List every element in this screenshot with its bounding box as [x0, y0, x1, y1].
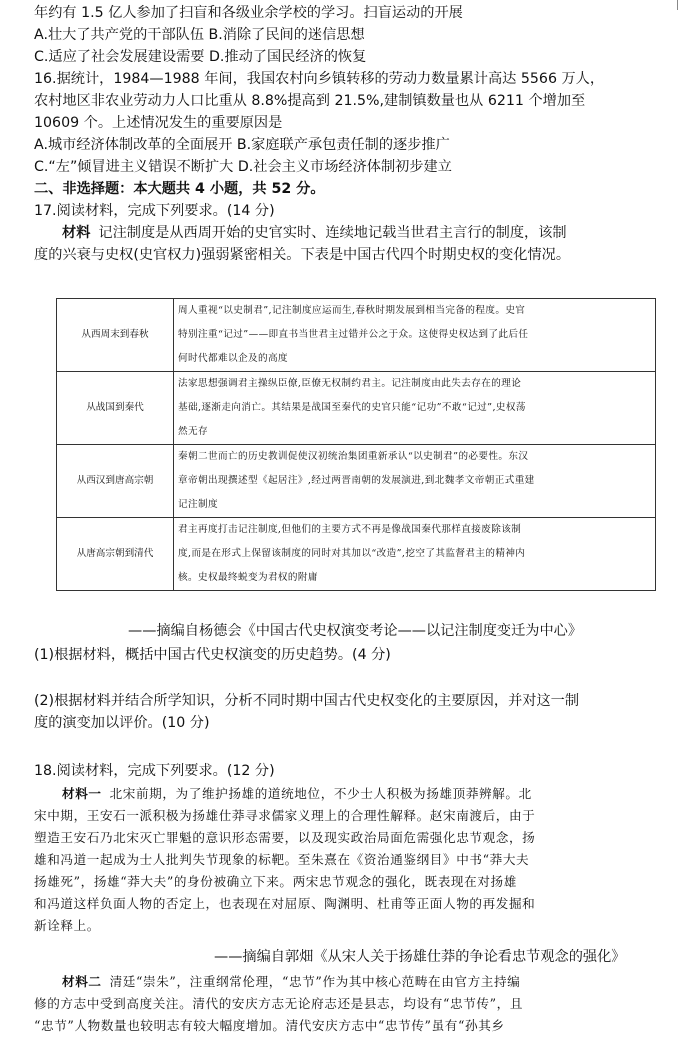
period-cell: 从西汉到唐高宗朝 — [57, 445, 174, 518]
source-citation: ——摘编自杨德会《中国古代史权演变考论——以记注制度变迁为中心》 — [128, 623, 583, 639]
description-line: 度,而是在形式上保留该制度的同时对其加以“改造”,挖空了其监督君主的精神内 — [178, 548, 526, 559]
material-two-line — [34, 971, 520, 993]
material-one-text: 北宋前期，为了维护扬雄的道统地位，不少士人积极为扬雄顶莽辨解。北 — [109, 786, 532, 801]
material-one-text: 宋中期，王安石一派积极为扬雄仕莽寻求儒家义理上的合理性解释。赵宋南渡后，由于 — [34, 808, 536, 823]
period-cell: 从西周末到春秋 — [57, 299, 174, 372]
question-17-prompt: 17.阅读材料，完成下列要求。(14 分) — [34, 203, 275, 219]
option-line: A.城市经济体制改革的全面展开 B.家庭联产承包责任制的逐步推广 — [34, 137, 450, 153]
table-row — [57, 299, 656, 372]
description-cell — [174, 372, 656, 445]
material-label: 材料 — [62, 225, 91, 241]
sub-question-2: 度的演变加以评价。(10 分) — [34, 715, 210, 731]
material-one-text: 塑造王安石乃北宋灭亡罪魁的意识形态需要，以及现实政治局面危需强化忠节观念，扬 — [34, 830, 536, 845]
description-line: 核。史权最终蜕变为君权的附庸 — [178, 572, 318, 583]
description-line: 特别注重“记过”——即直书当世君主过错并公之于众。这使得史权达到了此后任 — [178, 329, 529, 340]
table-row — [57, 372, 656, 445]
question-16-line: 10609 个。上述情况发生的重要原因是 — [34, 115, 283, 131]
description-line: 何时代都难以企及的高度 — [178, 353, 288, 364]
question-16-line: 16.据统计，1984—1988 年间，我国农村向乡镇转移的劳动力数量累计高达 5566 万人， — [34, 71, 605, 87]
table-row — [57, 445, 656, 518]
material-text: 度的兴衰与史权(史官权力)强弱紧密相关。下表是中国古代四个时期史权的变化情况。 — [34, 247, 571, 263]
material-text: 记注制度是从西周开始的史官实时、连续地记载当世君主言行的制度，该制 — [98, 225, 567, 241]
material-line — [34, 222, 567, 244]
material-two-text: 修的方志中受到高度关注。清代的安庆方志无论府志还是县志，均设有“忠节传”，且 — [34, 996, 524, 1011]
description-cell — [174, 518, 656, 591]
description-line: 然无存 — [178, 426, 208, 437]
period-cell: 从战国到秦代 — [57, 372, 174, 445]
sub-question-1: (1)根据材料，概括中国古代史权演变的历史趋势。(4 分) — [34, 647, 391, 663]
description-line: 秦朝二世而亡的历史教训促使汉初统治集团重新承认“以史制君”的必要性。东汉 — [178, 451, 529, 462]
option-line: C.适应了社会发展建设需要 D.推动了国民经济的恢复 — [34, 49, 367, 65]
material-one-text: 雄和冯道一起成为士人批判失节现象的标靶。至朱熹在《资治通鉴纲目》中书“莽大夫 — [34, 852, 530, 867]
period-cell: 从唐高宗朝到清代 — [57, 518, 174, 591]
description-cell — [174, 299, 656, 372]
description-cell — [174, 445, 656, 518]
material-one-text: 新诠释上。 — [34, 918, 100, 933]
material-two-text: 清廷“崇朱”，注重纲常伦理，“忠节”作为其中核心范畴在由官方主持编 — [109, 974, 521, 989]
source-citation: ——摘编自郭畑《从宋人关于扬雄仕莽的争论看忠节观念的强化》 — [214, 949, 626, 965]
table-row — [57, 518, 656, 591]
material-two-text: “忠节”人物数量也较明志有较大幅度增加。清代安庆方志中“忠节传”虽有“孙其乡 — [34, 1018, 505, 1033]
description-line: 君主再度打击记注制度,但他们的主要方式不再是像战国秦代那样直接废除该制 — [178, 524, 522, 535]
description-line: 基础,逐渐走向消亡。其结果是战国至秦代的史官只能“记功”不敢“记过”,史权荡 — [178, 402, 526, 413]
description-line: 章帝朝出现撰述型《起居注》,经过两晋南朝的发展演进,到北魏孝文帝朝正式重建 — [178, 475, 535, 486]
description-line: 周人重视“以史制君”,记注制度应运而生,春秋时期发展到相当完备的程度。史官 — [178, 305, 526, 316]
option-line: C.“左”倾冒进主义错误不断扩大 D.社会主义市场经济体制初步建立 — [34, 159, 452, 175]
sub-question-2: (2)根据材料并结合所学知识，分析不同时期中国古代史权变化的主要原因，并对这一制 — [34, 693, 580, 709]
page-corner-mark — [677, 0, 678, 10]
question-18-prompt: 18.阅读材料，完成下列要求。(12 分) — [34, 763, 275, 779]
description-line: 法家思想强调君主操纵臣僚,臣僚无权制约君主。记注制度由此失去存在的理论 — [178, 378, 522, 389]
section-title: 二、非选择题：本大题共 4 小题，共 52 分。 — [34, 181, 325, 197]
material-one-text: 和冯道这样负面人物的否定上，也表现在对屈原、陶渊明、杜甫等正面人物的再发掘和 — [34, 896, 536, 911]
material-one-line — [34, 783, 532, 805]
text-line: 年约有 1.5 亿人参加了扫盲和各级业余学校的学习。扫盲运动的开展 — [34, 5, 463, 21]
option-line: A.壮大了共产党的干部队伍 B.消除了民间的迷信思想 — [34, 27, 365, 43]
material-one-label: 材料一 — [62, 786, 102, 801]
material-two-label: 材料二 — [62, 974, 102, 989]
material-one-text: 扬雄死”，扬雄“莽大夫”的身份被确立下来。两宋忠节观念的强化，既表现在对扬雄 — [34, 874, 517, 889]
question-16-line: 农村地区非农业劳动力人口比重从 8.8%提高到 21.5%,建制镇数量也从 6211 个增加至 — [34, 93, 586, 109]
history-table — [56, 298, 656, 591]
description-line: 记注制度 — [178, 499, 218, 510]
